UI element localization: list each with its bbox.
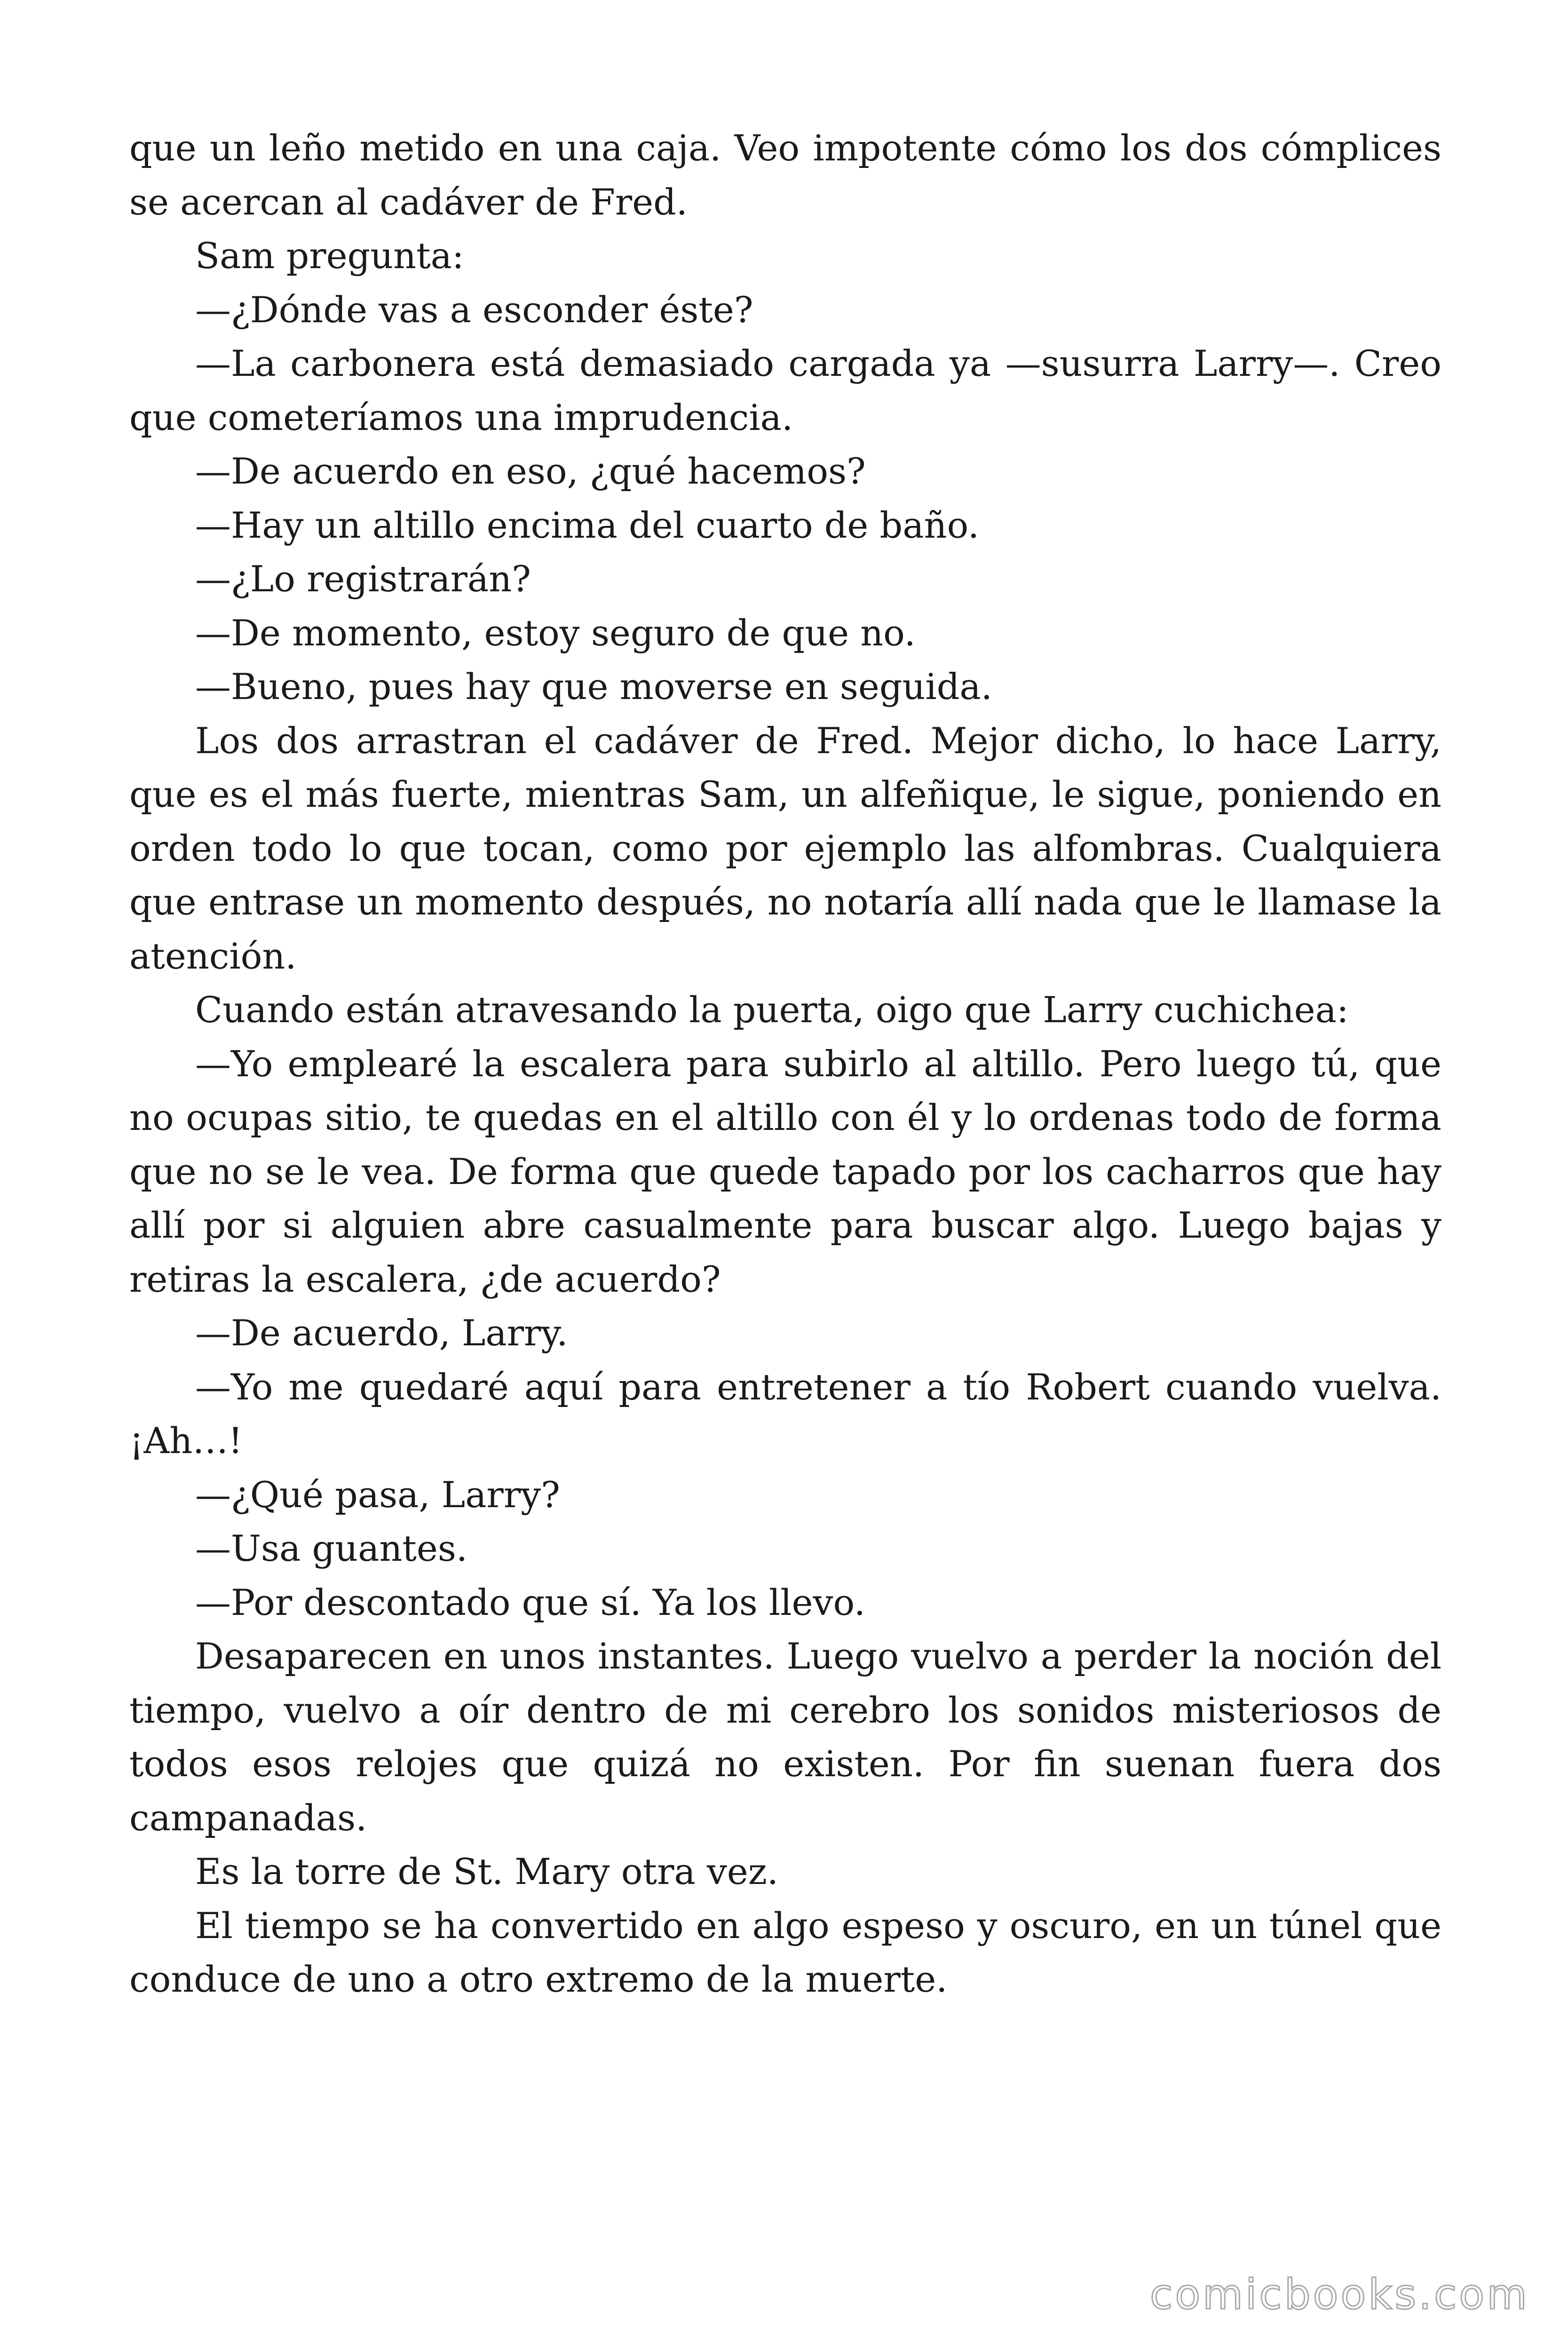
paragraph: Los dos arrastran el cadáver de Fred. Mejor dicho, lo hace Larry, que es el más fuerte, mientras Sam, un alfeñique, le sigue, poniendo en orden todo lo que tocan, como por ejemplo las alfombras. Cualquiera que entrase un momento después, no notaría allí nada que le llamase la atención.: [129, 719, 1441, 977]
dialogue-line: —De momento, estoy seguro de que no.: [195, 612, 916, 654]
dialogue-line: —Hay un altillo encima del cuarto de baño.: [195, 504, 980, 546]
body-text: [129, 121, 1441, 2007]
dialogue-line: —Usa guantes.: [195, 1527, 468, 1569]
dialogue-line: —Por descontado que sí. Ya los llevo.: [195, 1581, 866, 1623]
dialogue-line: —De acuerdo, Larry.: [195, 1312, 568, 1354]
dialogue-line: —¿Dónde vas a esconder éste?: [195, 288, 753, 331]
paragraph: Sam pregunta:: [195, 235, 464, 277]
paragraph: Cuando están atravesando la puerta, oigo que Larry cuchichea:: [195, 989, 1349, 1031]
dialogue-line: —Yo emplearé la escalera para subirlo al altillo. Pero luego tú, que no ocupas sitio, te quedas en el altillo con él y lo ordenas todo de forma que no se le vea. De forma que quede tapado por los cacharros que hay allí por si alguien abre casualmente para buscar algo. Luego bajas y retiras la escalera, ¿de acuerdo?: [129, 1042, 1441, 1300]
paragraph: Desaparecen en unos instantes. Luego vuelvo a perder la noción del tiempo, vuelvo a oír dentro de mi cerebro los sonidos misteriosos de todos esos relojes que quizá no existen. Por fin suenan fuera dos campanadas.: [129, 1635, 1441, 1839]
dialogue-line: —Yo me quedaré aquí para entretener a tío Robert cuando vuelva. ¡Ah…!: [129, 1366, 1441, 1462]
paragraph: que un leño metido en una caja. Veo impotente cómo los dos cómplices se acercan al cadáver de Fred.: [129, 127, 1441, 223]
paragraph: El tiempo se ha convertido en algo espeso y oscuro, en un túnel que conduce de uno a otro extremo de la muerte.: [129, 1904, 1441, 2000]
dialogue-line: —¿Lo registrarán?: [195, 558, 531, 600]
dialogue-line: —La carbonera está demasiado cargada ya —susurra Larry—. Creo que cometeríamos una imprudencia.: [129, 342, 1441, 438]
dialogue-line: —Bueno, pues hay que moverse en seguida.: [195, 666, 992, 707]
watermark: comicbooks.com: [1149, 2270, 1529, 2319]
dialogue-line: —De acuerdo en eso, ¿qué hacemos?: [195, 450, 866, 492]
paragraph: Es la torre de St. Mary otra vez.: [195, 1851, 778, 1892]
dialogue-line: —¿Qué pasa, Larry?: [195, 1473, 560, 1516]
